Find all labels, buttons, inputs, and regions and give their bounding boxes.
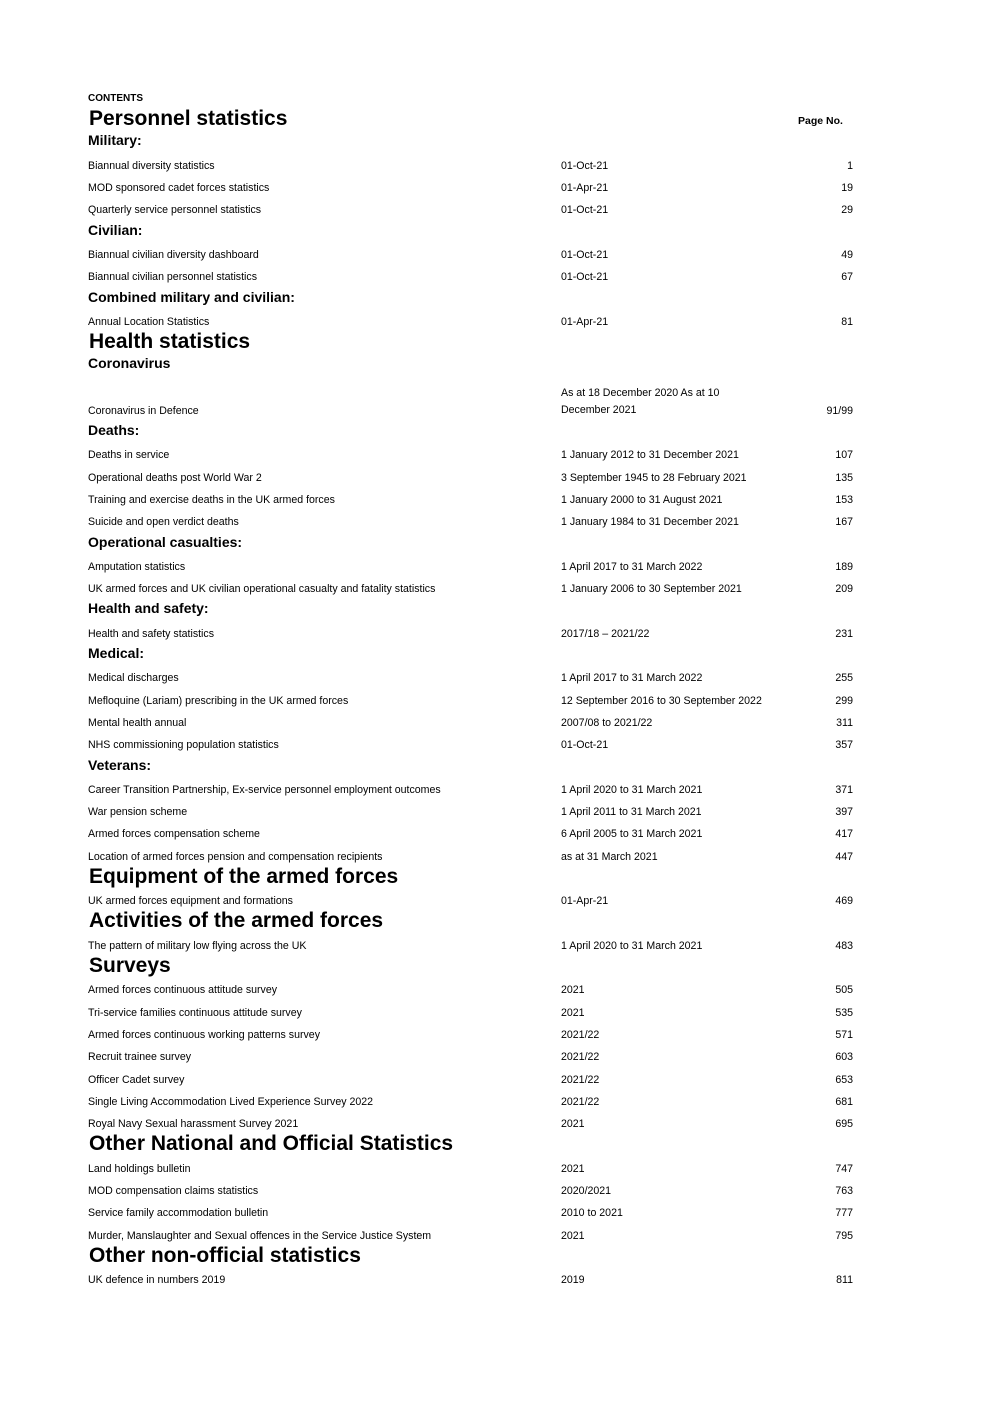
- entry-title[interactable]: Deaths in service: [88, 449, 170, 461]
- toc-entry[interactable]: [0, 158, 991, 174]
- entry-period: 01-Apr-21: [561, 316, 609, 328]
- toc-entry[interactable]: [0, 1183, 991, 1199]
- entry-period: as at 31 March 2021: [561, 851, 658, 863]
- entry-page-number: 603: [835, 1051, 853, 1063]
- contents-label: CONTENTS: [88, 93, 143, 104]
- entry-page-number: 81: [841, 316, 853, 328]
- entry-period: 01-Apr-21: [561, 182, 609, 194]
- toc-entry[interactable]: [0, 804, 991, 820]
- entry-title[interactable]: Quarterly service personnel statistics: [88, 204, 262, 216]
- entry-title[interactable]: NHS commissioning population statistics: [88, 739, 279, 751]
- entry-period: 2021: [561, 1118, 585, 1130]
- entry-period: 1 April 2020 to 31 March 2021: [561, 784, 703, 796]
- section-heading: Equipment of the armed forces: [89, 865, 399, 888]
- toc-entry[interactable]: [0, 849, 991, 865]
- toc-entry[interactable]: [0, 893, 991, 909]
- toc-entry[interactable]: [0, 202, 991, 218]
- toc-entry[interactable]: [0, 514, 991, 530]
- entry-period: 01-Oct-21: [561, 204, 609, 216]
- entry-page-number: 681: [835, 1096, 853, 1108]
- entry-period: 2021: [561, 1163, 585, 1175]
- entry-page-number: 469: [835, 895, 853, 907]
- entry-title[interactable]: UK defence in numbers 2019: [88, 1274, 226, 1286]
- entry-period: 2021/22: [561, 1051, 600, 1063]
- entry-title[interactable]: Armed forces compensation scheme: [88, 828, 260, 840]
- toc-entry[interactable]: [0, 1005, 991, 1021]
- subsection-heading: Health and safety:: [88, 600, 209, 616]
- entry-page-number: 695: [835, 1118, 853, 1130]
- entry-page-number: 153: [835, 494, 853, 506]
- subsection-heading: Military:: [88, 132, 142, 148]
- section-heading: Health statistics: [89, 330, 251, 353]
- entry-page-number: 67: [841, 271, 853, 283]
- entry-page-number: 29: [841, 204, 853, 216]
- entry-period: 1 January 2006 to 30 September 2021: [561, 583, 742, 595]
- entry-page-number: 107: [835, 449, 853, 461]
- entry-period: 01-Oct-21: [561, 271, 609, 283]
- entry-period: 2021/22: [561, 1096, 600, 1108]
- entry-period: 12 September 2016 to 30 September 2022: [561, 695, 762, 707]
- entry-title[interactable]: Health and safety statistics: [88, 628, 215, 640]
- entry-title[interactable]: Tri-service families continuous attitude survey: [88, 1007, 302, 1019]
- entry-title[interactable]: Single Living Accommodation Lived Experience Survey 2022: [88, 1096, 374, 1108]
- entry-period: 3 September 1945 to 28 February 2021: [561, 472, 747, 484]
- entry-title[interactable]: Royal Navy Sexual harassment Survey 2021: [88, 1118, 299, 1130]
- entry-period: 1 April 2017 to 31 March 2022: [561, 672, 703, 684]
- entry-page-number: 371: [835, 784, 853, 796]
- entry-title[interactable]: Training and exercise deaths in the UK armed forces: [88, 494, 335, 506]
- entry-page-number: 167: [835, 516, 853, 528]
- entry-page-number: 653: [835, 1074, 853, 1086]
- subsection-heading: Combined military and civilian:: [88, 289, 295, 305]
- entry-title[interactable]: Coronavirus in Defence: [88, 405, 199, 417]
- entry-period: 2010 to 2021: [561, 1207, 623, 1219]
- entry-period: 2007/08 to 2021/22: [561, 717, 653, 729]
- entry-period: 01-Apr-21: [561, 895, 609, 907]
- toc-entry[interactable]: [0, 1027, 991, 1043]
- section-heading: Other non-official statistics: [89, 1244, 361, 1267]
- entry-page-number: 255: [835, 672, 853, 684]
- toc-entry[interactable]: [0, 826, 991, 842]
- toc-entry[interactable]: [0, 180, 991, 196]
- entry-period: 2017/18 – 2021/22: [561, 628, 650, 640]
- entry-title[interactable]: Land holdings bulletin: [88, 1163, 191, 1175]
- entry-title[interactable]: Murder, Manslaughter and Sexual offences in the Service Justice System: [88, 1230, 432, 1242]
- subsection-heading: Operational casualties:: [88, 534, 243, 550]
- toc-entry[interactable]: [0, 1094, 991, 1110]
- toc-entry[interactable]: [0, 470, 991, 486]
- toc-entry[interactable]: [0, 581, 991, 597]
- entry-period: 01-Oct-21: [561, 739, 609, 751]
- entry-page-number: 483: [835, 940, 853, 952]
- entry-page-number: 763: [835, 1185, 853, 1197]
- entry-period: 2021: [561, 1230, 585, 1242]
- section-heading: Activities of the armed forces: [89, 909, 384, 932]
- entry-title[interactable]: Medical discharges: [88, 672, 179, 684]
- entry-page-number: 231: [835, 628, 853, 640]
- toc-entry[interactable]: [0, 559, 991, 575]
- entry-period: 2021/22: [561, 1074, 600, 1086]
- entry-title[interactable]: Annual Location Statistics: [88, 316, 210, 328]
- entry-page-number: 357: [835, 739, 853, 751]
- entry-page-number: 535: [835, 1007, 853, 1019]
- subsection-heading: Medical:: [88, 645, 145, 661]
- toc-entry[interactable]: [0, 626, 991, 642]
- entry-period: 1 January 2012 to 31 December 2021: [561, 449, 739, 461]
- toc-entry[interactable]: [0, 982, 991, 998]
- toc-entry[interactable]: [0, 782, 991, 798]
- entry-title[interactable]: Amputation statistics: [88, 561, 186, 573]
- toc-entry[interactable]: [0, 447, 991, 463]
- entry-title[interactable]: Biannual civilian diversity dashboard: [88, 249, 259, 261]
- page-no-header: Page No.: [798, 115, 843, 127]
- entry-period: 01-Oct-21: [561, 249, 609, 261]
- entry-period: 2021: [561, 1007, 585, 1019]
- toc-entry[interactable]: [0, 1161, 991, 1177]
- toc-entry[interactable]: [0, 1049, 991, 1065]
- entry-page-number: 571: [835, 1029, 853, 1041]
- subsection-heading: Veterans:: [88, 757, 152, 773]
- entry-period: 2021/22: [561, 1029, 600, 1041]
- entry-period: 1 January 2000 to 31 August 2021: [561, 494, 723, 506]
- toc-entry[interactable]: [0, 247, 991, 263]
- entry-page-number: 135: [835, 472, 853, 484]
- entry-title[interactable]: MOD compensation claims statistics: [88, 1185, 259, 1197]
- entry-period: 6 April 2005 to 31 March 2021: [561, 828, 703, 840]
- toc-entry[interactable]: [0, 1072, 991, 1088]
- toc-entry[interactable]: [0, 1116, 991, 1132]
- toc-entry[interactable]: [0, 1272, 991, 1288]
- toc-entry[interactable]: [0, 269, 991, 285]
- entry-title[interactable]: Biannual civilian personnel statistics: [88, 271, 257, 283]
- entry-title[interactable]: MOD sponsored cadet forces statistics: [88, 182, 270, 194]
- toc-entry[interactable]: [0, 670, 991, 686]
- entry-period: 2021: [561, 984, 585, 996]
- entry-title[interactable]: War pension scheme: [88, 806, 188, 818]
- entry-period: 1 April 2011 to 31 March 2021: [561, 806, 702, 818]
- entry-title[interactable]: Operational deaths post World War 2: [88, 472, 262, 484]
- toc-entry[interactable]: [0, 1228, 991, 1244]
- entry-page-number: 91/99: [826, 405, 853, 417]
- entry-period: 01-Oct-21: [561, 160, 609, 172]
- entry-period: 1 April 2020 to 31 March 2021: [561, 940, 703, 952]
- entry-title[interactable]: Mefloquine (Lariam) prescribing in the UK armed forces: [88, 695, 349, 707]
- entry-period: 2019: [561, 1274, 585, 1286]
- entry-page-number: 49: [841, 249, 853, 261]
- toc-entry[interactable]: [0, 693, 991, 709]
- entry-period: 1 April 2017 to 31 March 2022: [561, 561, 703, 573]
- entry-title[interactable]: Officer Cadet survey: [88, 1074, 185, 1086]
- entry-page-number: 417: [835, 828, 853, 840]
- entry-title[interactable]: Armed forces continuous working patterns survey: [88, 1029, 320, 1041]
- entry-period: 1 January 1984 to 31 December 2021: [561, 516, 739, 528]
- entry-page-number: 811: [836, 1274, 853, 1286]
- entry-title[interactable]: Biannual diversity statistics: [88, 160, 215, 172]
- subsection-heading: Deaths:: [88, 422, 140, 438]
- entry-page-number: 311: [836, 717, 853, 729]
- toc-entry[interactable]: [0, 715, 991, 731]
- toc-entry[interactable]: [0, 737, 991, 753]
- entry-page-number: 189: [835, 561, 853, 573]
- entry-title[interactable]: Location of armed forces pension and compensation recipients: [88, 851, 383, 863]
- toc-entry[interactable]: [0, 1205, 991, 1221]
- subsection-heading: Civilian:: [88, 222, 143, 238]
- entry-page-number: 505: [835, 984, 853, 996]
- entry-title[interactable]: UK armed forces equipment and formations: [88, 895, 293, 907]
- entry-title[interactable]: Recruit trainee survey: [88, 1051, 192, 1063]
- entry-page-number: 777: [835, 1207, 853, 1219]
- section-heading: Surveys: [89, 954, 171, 977]
- toc-entry[interactable]: [0, 492, 991, 508]
- entry-title[interactable]: Career Transition Partnership, Ex-service personnel employment outcomes: [88, 784, 441, 796]
- section-heading: Personnel statistics: [89, 107, 288, 130]
- entry-page-number: 795: [835, 1230, 853, 1242]
- entry-title[interactable]: Suicide and open verdict deaths: [88, 516, 239, 528]
- entry-page-number: 209: [835, 583, 853, 595]
- entry-page-number: 19: [841, 182, 853, 194]
- entry-page-number: 1: [847, 160, 853, 172]
- entry-title[interactable]: Service family accommodation bulletin: [88, 1207, 269, 1219]
- entry-page-number: 299: [835, 695, 853, 707]
- entry-page-number: 397: [835, 806, 853, 818]
- entry-title[interactable]: Mental health annual: [88, 717, 187, 729]
- subsection-heading: Coronavirus: [88, 355, 171, 371]
- entry-page-number: 747: [835, 1163, 853, 1175]
- entry-period: 2020/2021: [561, 1185, 612, 1197]
- entry-period: As at 18 December 2020 As at 10 December 2021: [561, 387, 720, 416]
- entry-title[interactable]: Armed forces continuous attitude survey: [88, 984, 278, 996]
- toc-entry[interactable]: [0, 938, 991, 954]
- entry-title[interactable]: The pattern of military low flying across the UK: [88, 940, 307, 952]
- section-heading: Other National and Official Statistics: [89, 1132, 454, 1155]
- entry-page-number: 447: [835, 851, 853, 863]
- toc-entry[interactable]: [0, 387, 991, 419]
- toc-entry[interactable]: [0, 314, 991, 330]
- entry-title[interactable]: UK armed forces and UK civilian operational casualty and fatality statistics: [88, 583, 436, 595]
